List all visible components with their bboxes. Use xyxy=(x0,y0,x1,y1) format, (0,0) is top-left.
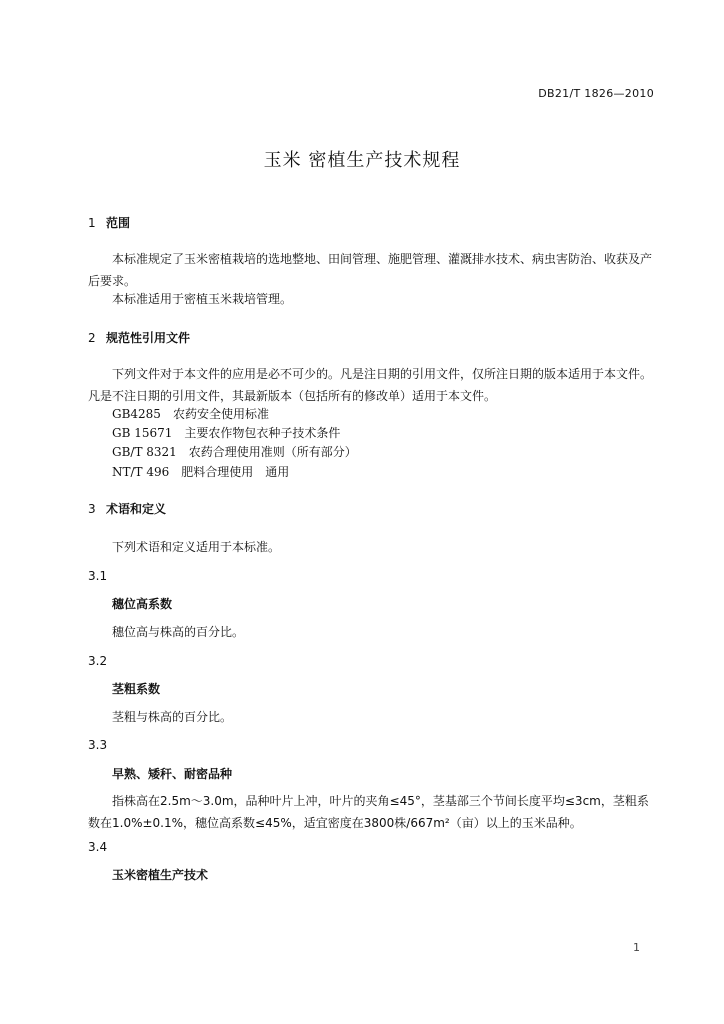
section-title: 范围 xyxy=(106,216,131,230)
section-1-heading xyxy=(88,214,130,231)
term-title: 玉米密植生产技术 xyxy=(112,868,209,882)
paragraph: 本标准适用于密植玉米栽培管理。 xyxy=(112,292,293,306)
reference-item: GB/T 8321 农药合理使用准则（所有部分） xyxy=(112,445,357,459)
term-title: 早熟、矮秆、耐密品种 xyxy=(112,767,233,781)
subsection-number: 3.1 xyxy=(88,569,108,583)
term-definition: 指株高在2.5m～3.0m，品种叶片上冲，叶片的夹角≤45°，茎基部三个节间长度平均≤3cm，茎粗系数在1.0%±0.1%，穗位高系数≤45%，适宜密度在3800株/667m²（亩）以上的玉米品种。 xyxy=(88,794,649,830)
subsection-number: 3.2 xyxy=(88,654,108,668)
subsection-number: 3.4 xyxy=(88,840,108,854)
reference-item: GB4285 农药安全使用标准 xyxy=(112,407,269,421)
document-title: 玉米 密植生产技术规程 xyxy=(263,150,461,171)
reference-item: NT/T 496 肥料合理使用 通用 xyxy=(112,465,290,479)
term-definition: 穗位高与株高的百分比。 xyxy=(112,625,245,639)
paragraph: 本标准规定了玉米密植栽培的选地整地、田间管理、施肥管理、灌溉排水技术、病虫害防治、收获及产后要求。 xyxy=(88,252,653,288)
term-definition: 茎粗与株高的百分比。 xyxy=(112,710,233,724)
section-2-heading xyxy=(88,329,190,346)
section-title: 术语和定义 xyxy=(106,502,167,516)
page-number: 1 xyxy=(633,941,640,954)
section-title: 规范性引用文件 xyxy=(106,331,191,345)
reference-item: GB 15671 主要农作物包衣种子技术条件 xyxy=(112,426,341,440)
term-title: 茎粗系数 xyxy=(112,682,161,696)
subsection-number: 3.3 xyxy=(88,738,108,752)
section-number: 1 xyxy=(88,216,96,230)
term-title: 穗位高系数 xyxy=(112,597,173,611)
section-3-heading xyxy=(88,500,166,517)
paragraph: 下列文件对于本文件的应用是必不可少的。凡是注日期的引用文件，仅所注日期的版本适用于本文件。凡是不注日期的引用文件，其最新版本（包括所有的修改单）适用于本文件。 xyxy=(88,367,653,403)
standard-code: DB21/T 1826—2010 xyxy=(538,87,654,100)
paragraph: 下列术语和定义适用于本标准。 xyxy=(112,540,281,554)
section-number: 2 xyxy=(88,331,96,345)
section-number: 3 xyxy=(88,502,96,516)
